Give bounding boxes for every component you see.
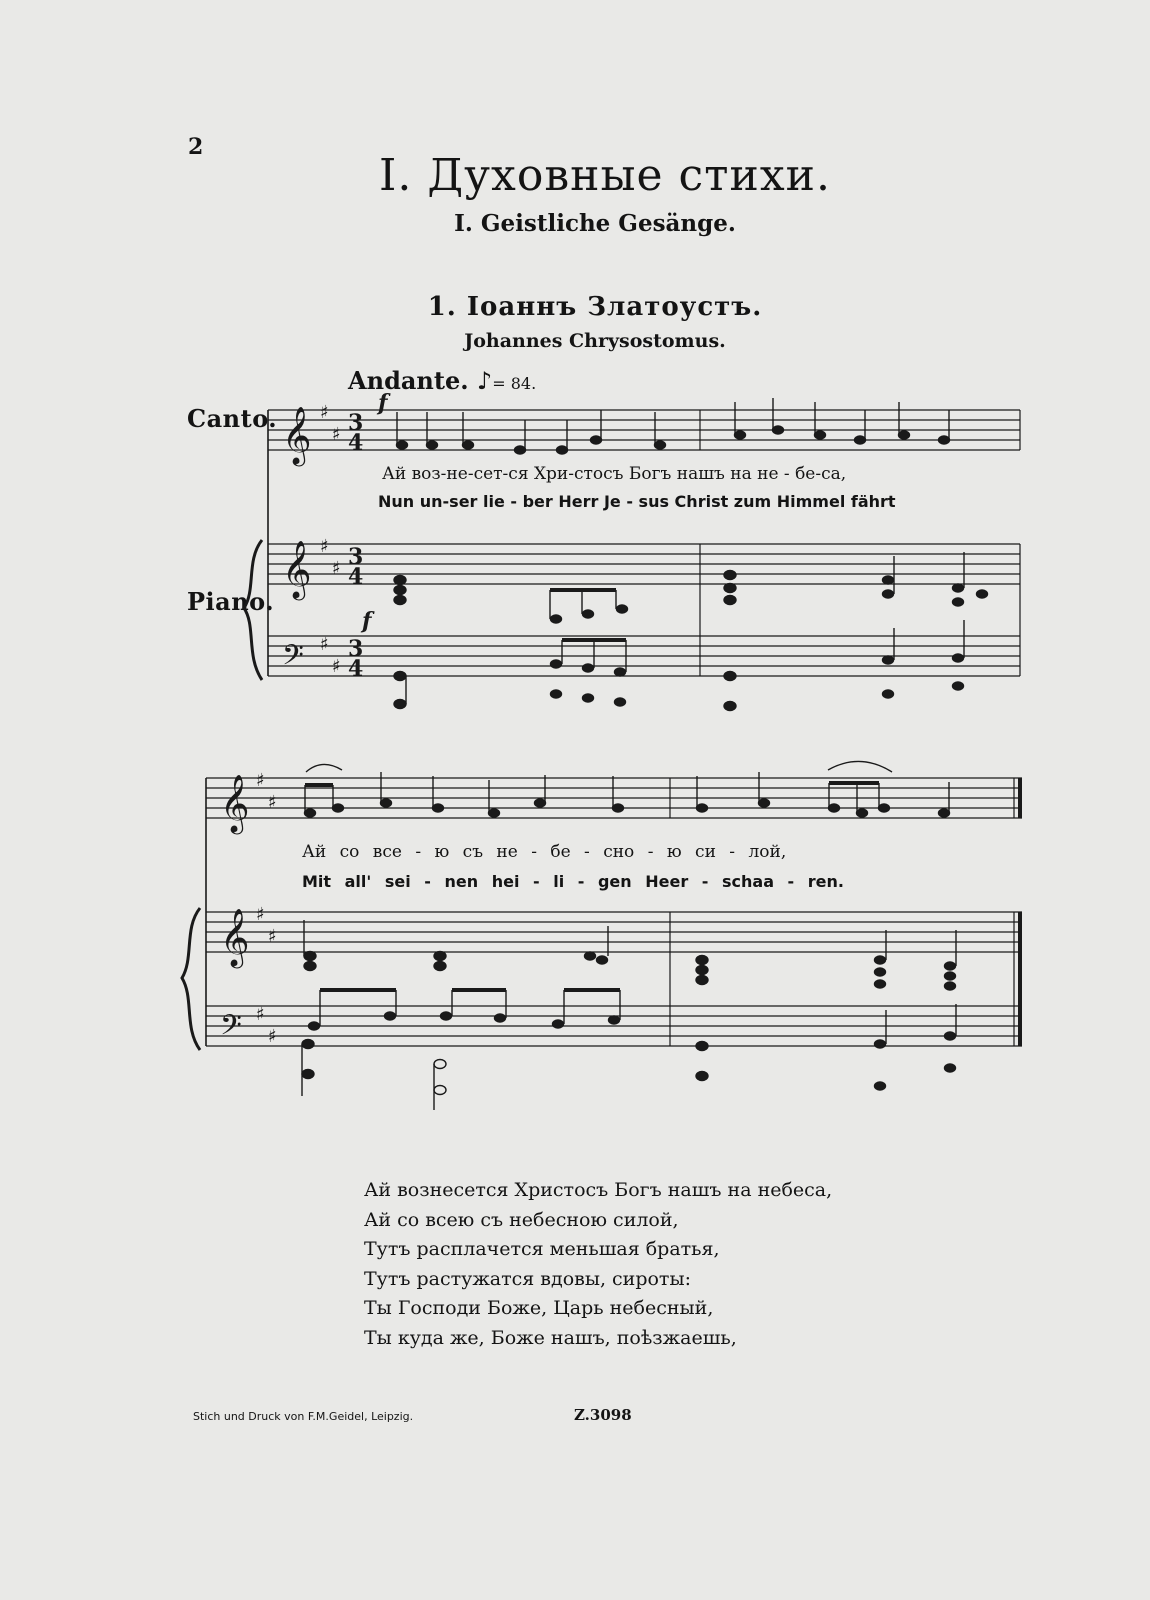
poem-line: Ай вознесется Христосъ Богъ нашъ на небеса, [364, 1179, 833, 1201]
dynamic-forte: f [378, 390, 388, 416]
page-number: 2 [188, 134, 204, 160]
bass-clef-icon: 𝄢 [220, 1009, 242, 1049]
piano-brace-2 [182, 908, 200, 1050]
poem-line: Ты куда же, Боже нашъ, поѣзжаешь, [364, 1326, 737, 1349]
treble-clef-icon: 𝄞 [220, 908, 250, 966]
note-icon: ♪ [476, 366, 493, 395]
time-sig-bottom: 4 [348, 430, 364, 456]
sharp-icon: ♯ [332, 558, 341, 579]
canto-notes-1 [397, 398, 950, 454]
lyrics-de-system-2: Mit all' sei - nen hei - li - gen Heer - schaa - ren. [302, 872, 844, 891]
time-sig-top: 3 [348, 636, 364, 662]
piano-bass-staff-1 [268, 636, 1020, 676]
piece-title-german: Johannes Chrysostomus. [464, 330, 726, 352]
canto-notes-2 [305, 761, 950, 817]
sharp-icon: ♯ [320, 402, 329, 423]
sharp-icon: ♯ [320, 634, 329, 655]
piano-bass-staff-2 [206, 1006, 1022, 1046]
plate-number: Z.3098 [574, 1406, 632, 1424]
engraver-credit: Stich und Druck von F.M.Geidel, Leipzig. [193, 1410, 414, 1423]
sharp-icon: ♯ [256, 904, 265, 925]
sharp-icon: ♯ [320, 536, 329, 557]
treble-clef-icon: 𝄞 [282, 406, 312, 464]
sharp-icon: ♯ [256, 1004, 265, 1025]
piano-treble-staff-2 [206, 912, 1022, 952]
lyrics-de-system-1: Nun un-ser lie - ber Herr Je - sus Christ zum Himmel fährt [378, 492, 896, 511]
poem-text [364, 1176, 832, 1353]
poem-line: Тутъ расплачется меньшая братья, [364, 1238, 720, 1260]
piano-brace-1 [244, 540, 262, 680]
sharp-icon: ♯ [268, 792, 277, 813]
piece-title-russian: 1. Іоаннъ Златоустъ. [427, 292, 763, 322]
dynamic-forte: f [362, 608, 372, 634]
time-sig-bottom: 4 [348, 564, 364, 590]
canto-staff-1 [268, 410, 1020, 450]
piano-notes-2 [302, 920, 956, 1110]
treble-clef-icon: 𝄞 [220, 774, 250, 832]
metronome-value: = 84. [492, 374, 537, 393]
poem-line: Ай со всею съ небесною силой, [364, 1208, 679, 1231]
piano-treble-staff-1 [268, 544, 1020, 584]
section-title-russian: I. Духовные стихи. [379, 150, 831, 201]
sharp-icon: ♯ [332, 424, 341, 445]
section-title-german: I. Geistliche Gesänge. [454, 210, 736, 237]
time-sig-bottom: 4 [348, 656, 364, 682]
poem-line: Ты Господи Боже, Царь небесный, [364, 1297, 714, 1319]
treble-clef-icon: 𝄞 [282, 540, 312, 598]
tempo-text: Andante. [348, 366, 469, 395]
canto-label: Canto. [187, 404, 278, 433]
sharp-icon: ♯ [268, 926, 277, 947]
time-sig-top: 3 [348, 410, 364, 436]
lyrics-ru-system-2: Ай со все - ю съ не - бе - сно - ю си - лой, [302, 842, 787, 862]
time-sig-top: 3 [348, 544, 364, 570]
lyrics-ru-system-1: Ай воз-не-сет-ся Хри-стосъ Богъ нашъ на не - бе-са, [382, 464, 847, 484]
piano-label: Piano. [187, 587, 275, 616]
sharp-icon: ♯ [332, 656, 341, 677]
sharp-icon: ♯ [268, 1026, 277, 1047]
poem-line: Тутъ растужатся вдовы, сироты: [364, 1267, 691, 1290]
piano-notes-1 [394, 552, 988, 711]
bass-clef-icon: 𝄢 [282, 639, 304, 679]
sharp-icon: ♯ [256, 770, 265, 791]
